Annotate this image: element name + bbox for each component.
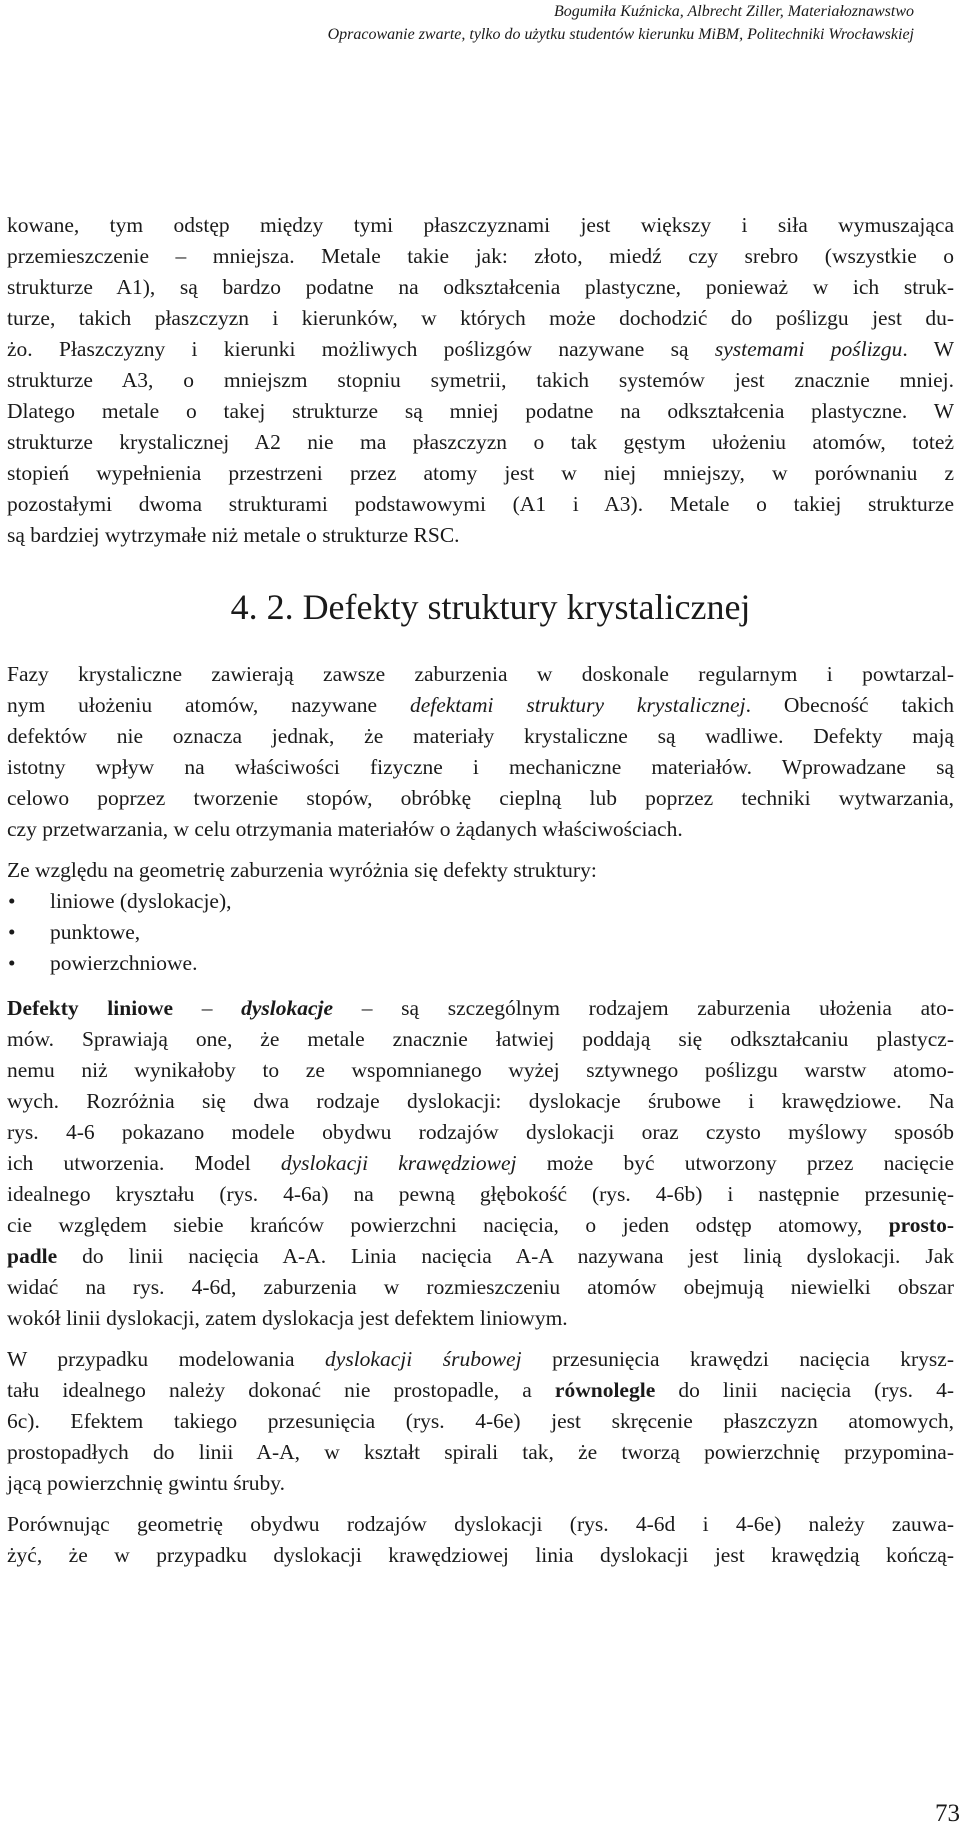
text-line — [7, 1148, 954, 1179]
text-line — [7, 1241, 954, 1272]
text-line: pozostałymi dwoma strukturami podstawowymi (A1 i A3). Metale o takiej strukturze — [7, 492, 954, 516]
text-line: istotny wpływ na właściwości fizyczne i mechaniczne materiałów. Wprowadzane są — [7, 755, 954, 779]
text-line — [7, 690, 954, 721]
text-run: żo. Płaszczyzny i kierunki możliwych poślizgów nazywane są — [7, 337, 715, 361]
text-line — [7, 1344, 954, 1375]
text-line: rys. 4-6 pokazano modele obydwu rodzajów dyslokacji oraz czysto myślowy sposób — [7, 1120, 954, 1144]
text-run: W przypadku modelowania — [7, 1347, 326, 1371]
text-line: defektów nie oznacza jednak, że materiały krystaliczne są wadliwe. Defekty mają — [7, 724, 954, 748]
list-item: • liniowe (dyslokacje), — [7, 886, 954, 917]
term-crystal-defects: defektami struktury krystalicznej — [409, 693, 746, 717]
text-line: strukturze krystalicznej A2 nie ma płaszczyzn o tak gęstym ułożeniu atomów, toteż — [7, 430, 954, 454]
list-item: • punktowe, — [7, 917, 954, 948]
text-line: Fazy krystaliczne zawierają zawsze zaburzenia w doskonale regularnym i powtarzal- — [7, 662, 954, 686]
text-line: nemu niż wynikałoby to ze wspomnianego wyżej sztywnego poślizgu warstw atomo- — [7, 1058, 954, 1082]
text-run: może być utworzony przez nacięcie — [516, 1151, 954, 1175]
text-line: stopień wypełnienia przestrzeni przez atomy jest w niej mniejszy, w porównaniu z — [7, 461, 954, 485]
text-run: przesunięcia krawędzi nacięcia krysz- — [521, 1347, 954, 1371]
text-line: czy przetwarzania, w celu otrzymania materiałów o żądanych właściwościach. — [7, 817, 683, 841]
text-line: Ze względu na geometrię zaburzenia wyróżnia się defekty struktury: — [7, 858, 597, 882]
text-run: do linii nacięcia (rys. 4- — [655, 1378, 954, 1402]
text-run: do linii nacięcia A-A. Linia nacięcia A-A nazywana jest linią dyslokacji. Jak — [57, 1244, 954, 1268]
section-heading: 4. 2. Defekty struktury krystalicznej — [230, 587, 751, 627]
text-line: prostopadłych do linii A-A, w kształt spirali tak, że tworzą powierzchnię przypomina- — [7, 1440, 954, 1464]
term-line-defects: Defekty liniowe — [7, 996, 174, 1020]
text-line — [7, 1375, 954, 1406]
text-run: cie względem siebie krańców powierzchni nacięcia, o jeden odstęp atomowy, — [7, 1213, 889, 1237]
header-authors: Bogumiła Kuźnicka, Albrecht Ziller, Materiałoznawstwo — [554, 3, 914, 20]
text-run: . W — [902, 337, 955, 361]
term-perpendicular: prosto- — [888, 1213, 954, 1237]
term-dislocations: dyslokacje — [241, 996, 334, 1020]
text-line: żyć, że w przypadku dyslokacji krawędziowej linia dyslokacji jest krawędzią kończą- — [7, 1543, 954, 1567]
paragraph-comparison — [7, 1509, 954, 1571]
paragraph-line-defects — [7, 993, 954, 1334]
text-run: – — [173, 996, 242, 1020]
term-slip-systems: systemami poślizgu — [714, 337, 903, 361]
defect-type-list — [7, 886, 954, 979]
text-line: Dlatego metale o takej strukturze są mniej podatne na odkształcenia plastyczne. W — [7, 399, 954, 423]
term-perpendicular-end: padle — [7, 1244, 58, 1268]
text-line: strukturze A1), są bardzo podatne na odkształcenia plastyczne, ponieważ w ich struk- — [7, 275, 954, 299]
text-line: strukturze A3, o mniejszm stopniu symetrii, takich systemów jest znacznie mniej. — [7, 368, 954, 392]
page-header — [328, 0, 914, 46]
paragraph-defect-types — [7, 855, 954, 886]
paragraph-screw-dislocation — [7, 1344, 954, 1499]
text-line: widać na rys. 4-6d, zaburzenia w rozmieszczeniu atomów obejmują niewielki obszar — [7, 1275, 954, 1299]
text-line — [7, 1210, 954, 1241]
text-run: nym ułożeniu atomów, nazywane — [7, 693, 410, 717]
term-parallel: równolegle — [554, 1378, 656, 1402]
text-line: celowo poprzez tworzenie stopów, obróbkę cieplną lub poprzez techniki wytwarzania, — [7, 786, 954, 810]
page-body — [7, 210, 954, 1571]
text-line: 6c). Efektem takiego przesunięcia (rys. 4-6e) jest skręcenie płaszczyzn atomowych, — [7, 1409, 954, 1433]
text-run: . Obecność takich — [745, 693, 955, 717]
term-edge-dislocation: dyslokacji krawędziowej — [280, 1151, 517, 1175]
text-run: ich utworzenia. Model — [7, 1151, 281, 1175]
text-line — [7, 334, 954, 365]
text-line: przemieszczenie – mniejsza. Metale takie jak: złoto, miedź czy srebro (wszystkie o — [7, 244, 954, 268]
term-screw-dislocation: dyslokacji śrubowej — [325, 1347, 522, 1371]
header-note: Opracowanie zwarte, tylko do użytku studentów kierunku MiBM, Politechniki Wrocławskiej — [327, 26, 914, 43]
text-line — [7, 993, 954, 1024]
text-line: turze, takich płaszczyzn i kierunków, w których może dochodzić do poślizgu jest du- — [7, 306, 954, 330]
text-line: mów. Sprawiają one, że metale znacznie łatwiej poddają się odkształcaniu plastycz- — [7, 1027, 954, 1051]
page-number: 73 — [935, 1800, 960, 1827]
text-run: – są szczególnym rodzajem zaburzenia ułożenia ato- — [333, 996, 954, 1020]
text-line: kowane, tym odstęp między tymi płaszczyznami jest większy i siła wymuszająca — [7, 213, 954, 237]
text-line: jącą powierzchnię gwintu śruby. — [7, 1471, 286, 1495]
text-line: wokół linii dyslokacji, zatem dyslokacja jest defektem liniowym. — [7, 1306, 568, 1330]
text-line: wych. Rozróżnia się dwa rodzaje dyslokacji: dyslokacje śrubowe i krawędziowe. Na — [7, 1089, 954, 1113]
text-run: tału idealnego należy dokonać nie prostopadle, a — [7, 1378, 555, 1402]
text-line: są bardziej wytrzymałe niż metale o strukturze RSC. — [7, 523, 460, 547]
text-line: Porównując geometrię obydwu rodzajów dyslokacji (rys. 4-6d i 4-6e) należy zauwa- — [7, 1512, 954, 1536]
paragraph-defects-intro — [7, 659, 954, 845]
paragraph-slip-systems — [7, 210, 954, 551]
list-item: • powierzchniowe. — [7, 948, 954, 979]
text-line: idealnego kryształu (rys. 4-6a) na pewną głębokość (rys. 4-6b) i następnie przesunię- — [7, 1182, 954, 1206]
